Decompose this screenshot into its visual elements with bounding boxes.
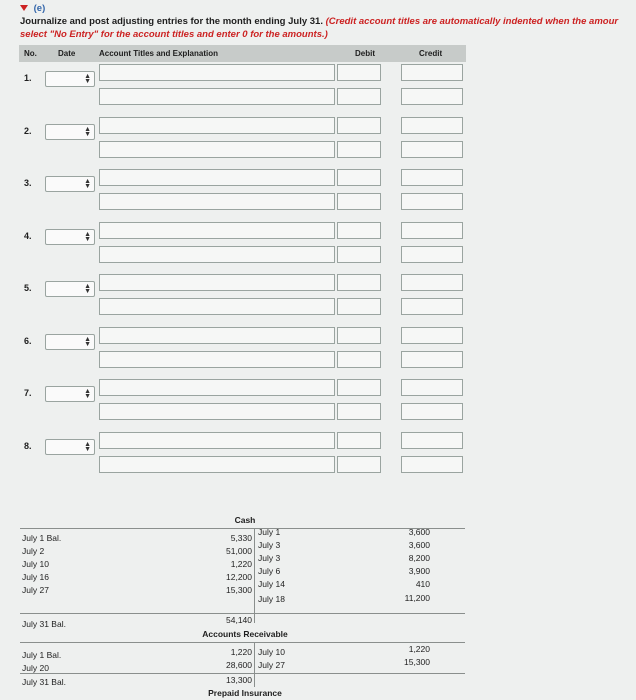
instructions [20,2,630,41]
col-credit: Credit [419,49,443,58]
account-title-input[interactable] [99,117,335,134]
credit-input[interactable] [401,432,463,449]
ar-left-value: 1,220 [230,647,252,657]
account-title-input[interactable] [99,193,335,210]
credit-input[interactable] [401,379,463,396]
entry-number: 6. [24,335,32,346]
cash-right-label: July 3 [258,553,281,563]
debit-input[interactable] [337,246,381,263]
ar-top-line [20,642,465,643]
debit-input[interactable] [337,88,381,105]
col-debit: Debit [355,49,375,58]
cash-right-label: July 1 [258,527,281,537]
cash-left-label: July 16 [22,572,49,582]
debit-input[interactable] [337,222,381,239]
cash-right-label: July 18 [258,594,285,604]
debit-input[interactable] [337,456,381,473]
cash-right-label: July 14 [258,579,285,589]
credit-input[interactable] [401,141,463,158]
entry-number: 3. [24,178,32,188]
account-title-input[interactable] [99,351,335,368]
ar-left-label: July 1 Bal. [22,650,62,660]
entry-number: 5. [24,283,32,293]
col-account: Account Titles and Explanation [99,49,218,58]
account-title-input[interactable] [99,456,335,473]
select-arrows-icon: ▲ ▼ [84,283,91,295]
debit-input[interactable] [337,141,381,158]
part-label: (e) [33,3,46,14]
account-title-input[interactable] [99,222,335,239]
date-select[interactable] [45,71,95,87]
select-arrows-icon: ▲ ▼ [84,230,91,243]
debit-input[interactable] [337,117,381,134]
select-arrows-icon: ▲ ▼ [84,73,91,85]
instruction-note-2: select "No Entry" for the account titles and enter 0 for the amounts.) [20,29,328,40]
date-select[interactable] [45,124,95,140]
debit-input[interactable] [337,298,381,315]
select-arrows-icon: ▲ ▼ [84,178,91,190]
journal-entry-row [19,379,466,431]
journal-entry-row [19,64,466,116]
journal-entry-row [19,274,466,326]
select-arrows-icon: ▲ ▼ [84,125,91,138]
account-title-input[interactable] [99,379,335,396]
ar-right-value: 1,220 [408,644,430,654]
account-title-input[interactable] [99,327,335,344]
col-date: Date [58,49,76,58]
credit-input[interactable] [401,274,463,291]
cash-right-value: 8,200 [408,553,430,563]
cash-left-value: 1,220 [230,559,252,569]
cash-left-label: July 10 [22,559,49,569]
instruction-note-1: (Credit account titles are automatically indented when the amour [325,16,619,27]
ar-bal-value: 13,300 [226,675,252,685]
debit-input[interactable] [337,327,381,344]
debit-input[interactable] [337,193,381,210]
date-select[interactable] [45,386,95,402]
cash-left-value: 12,200 [226,572,252,582]
account-title-input[interactable] [99,432,335,449]
journal-entry-row [19,432,466,484]
credit-input[interactable] [401,456,463,473]
debit-input[interactable] [337,403,381,420]
cash-bal-value: 54,140 [226,615,252,625]
col-no: No. [24,49,37,58]
credit-input[interactable] [401,298,463,315]
debit-input[interactable] [337,274,381,291]
cash-bal-line [20,613,465,614]
account-title-input[interactable] [99,88,335,105]
cash-left-label: July 2 [22,546,45,556]
account-title-input[interactable] [99,274,335,291]
cash-right-value: 410 [415,579,430,589]
credit-input[interactable] [401,222,463,239]
cash-left-label: July 1 Bal. [22,533,62,543]
journal-entry-row [19,327,466,379]
debit-input[interactable] [337,169,381,186]
credit-input[interactable] [401,117,463,134]
journal-entry-row [19,222,466,274]
ar-divider [254,642,255,687]
credit-input[interactable] [401,169,463,186]
account-title-input[interactable] [99,403,335,420]
cash-bal-label: July 31 Bal. [22,619,66,629]
cash-left-value: 5,330 [230,533,252,543]
cash-right-value: 3,600 [408,527,430,537]
account-title-input[interactable] [99,246,335,263]
entry-number: 8. [24,440,32,451]
account-title-input[interactable] [99,141,335,158]
cash-right-value: 3,900 [408,566,430,576]
credit-input[interactable] [401,403,463,420]
collapse-triangle-icon[interactable] [20,5,28,11]
cash-title: Cash [234,515,256,525]
debit-input[interactable] [337,64,381,81]
account-title-input[interactable] [99,169,335,186]
prepaid-title: Prepaid Insurance [208,688,282,698]
cash-left-value: 15,300 [226,585,252,595]
cash-right-label: July 3 [258,540,281,550]
credit-input[interactable] [401,88,463,105]
ar-right-label: July 27 [258,660,285,670]
date-select[interactable] [45,334,95,350]
journal-column-header [19,45,466,62]
date-select[interactable] [45,281,95,297]
account-title-input[interactable] [99,298,335,315]
select-arrows-icon: ▲ ▼ [84,335,91,348]
credit-input[interactable] [401,327,463,344]
debit-input[interactable] [337,432,381,449]
credit-input[interactable] [401,351,463,368]
journal-entry-row [19,117,466,169]
account-title-input[interactable] [99,64,335,81]
date-select[interactable] [45,176,95,192]
debit-input[interactable] [337,379,381,396]
credit-input[interactable] [401,64,463,81]
cash-right-value: 3,600 [408,540,430,550]
journal-entry-row [19,169,466,221]
ar-right-value: 15,300 [404,657,430,667]
ar-left-value: 28,600 [226,660,252,670]
entry-number: 7. [24,388,32,398]
entry-number: 2. [24,125,32,136]
instruction-text: Journalize and post adjusting entries for the month ending July 31. [20,16,323,27]
cash-left-label: July 27 [22,585,49,595]
cash-right-label: July 6 [258,566,281,576]
credit-input[interactable] [401,193,463,210]
ar-left-label: July 20 [22,663,49,673]
credit-input[interactable] [401,246,463,263]
select-arrows-icon: ▲ ▼ [84,440,91,453]
cash-right-value: 11,200 [404,593,430,603]
ar-bal-line [20,673,465,674]
ar-title: Accounts Receivable [202,629,288,639]
ar-right-label: July 10 [258,647,285,657]
entry-number: 1. [24,73,32,83]
entry-number: 4. [24,230,32,241]
date-select[interactable] [45,229,95,245]
select-arrows-icon: ▲ ▼ [84,388,91,400]
cash-left-value: 51,000 [226,546,252,556]
debit-input[interactable] [337,351,381,368]
cash-divider [254,528,255,623]
t-accounts [20,505,465,700]
ar-bal-label: July 31 Bal. [22,677,66,687]
date-select[interactable] [45,439,95,455]
